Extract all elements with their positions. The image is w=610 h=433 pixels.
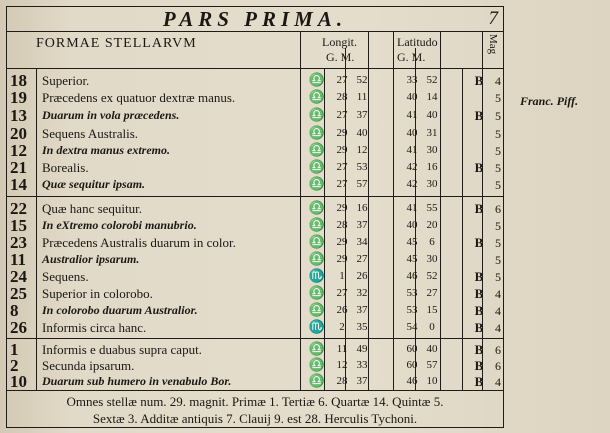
- magnitude: 5: [495, 144, 501, 158]
- zodiac-sign: ♏: [308, 319, 326, 334]
- page-number: 7: [488, 8, 498, 29]
- longitude-degrees: 26: [336, 304, 348, 316]
- longitude-minutes: 49: [356, 343, 368, 355]
- latitude-minutes: 52: [426, 74, 438, 86]
- star-number: 14: [10, 175, 27, 194]
- page-title: PARS PRIMA.: [162, 7, 348, 31]
- star-description: Quæ hanc sequitur.: [42, 201, 143, 216]
- star-description: Præcedens ex quatuor dextræ manus.: [42, 90, 236, 105]
- star-number: 21: [10, 158, 27, 177]
- magnitude: 5: [495, 219, 501, 233]
- table-row: [6, 342, 504, 358]
- latitude-minutes: 16: [426, 161, 438, 173]
- zodiac-sign: ♎: [308, 217, 326, 232]
- hemisphere-mark: B: [474, 303, 484, 318]
- longitude-minutes: 52: [356, 74, 368, 86]
- latitude-degrees: 54: [406, 321, 418, 333]
- star-description: Sequens Australis.: [42, 126, 139, 141]
- latitude-minutes: 14: [426, 91, 438, 103]
- header-formae: FORMAE STELLARVM: [36, 36, 197, 51]
- magnitude: 5: [495, 270, 501, 284]
- table-row: [6, 126, 504, 142]
- star-description: Borealis.: [42, 160, 89, 175]
- latitude-minutes: 40: [426, 109, 438, 121]
- header-rule: [6, 68, 504, 69]
- zodiac-sign: ♎: [308, 176, 326, 191]
- zodiac-sign: ♎: [308, 125, 326, 140]
- longitude-minutes: 53: [356, 161, 368, 173]
- zodiac-sign: ♎: [308, 302, 326, 317]
- latitude-degrees: 41: [406, 109, 418, 121]
- longitude-degrees: 29: [336, 127, 348, 139]
- zodiac-sign: ♎: [308, 285, 326, 300]
- star-description: Secunda ipsarum.: [42, 358, 135, 373]
- table-row: [6, 269, 504, 285]
- star-description: Sequens.: [42, 269, 89, 284]
- star-number: 10: [10, 372, 27, 391]
- latitude-degrees: 45: [406, 253, 418, 265]
- longitude-minutes: 27: [356, 253, 368, 265]
- star-number: 22: [10, 199, 27, 218]
- header-longit: Longit.: [322, 35, 357, 49]
- star-description: Duarum in vola præcedens.: [42, 108, 180, 122]
- header-latitudo-gm: G. M.: [397, 50, 426, 64]
- magnitude: 5: [495, 178, 501, 192]
- star-description: Informis circa hanc.: [42, 320, 147, 335]
- latitude-minutes: 30: [426, 178, 438, 190]
- magnitude: 4: [495, 304, 501, 318]
- zodiac-sign: ♎: [308, 251, 326, 266]
- zodiac-sign: ♎: [308, 159, 326, 174]
- longitude-degrees: 27: [336, 74, 348, 86]
- hemisphere-mark: B: [474, 286, 484, 301]
- longitude-minutes: 33: [356, 359, 368, 371]
- longitude-degrees: 27: [336, 178, 348, 190]
- star-description: In colorobo duarum Australior.: [42, 303, 198, 317]
- latitude-minutes: 27: [426, 287, 438, 299]
- zodiac-sign: ♎: [308, 357, 326, 372]
- latitude-minutes: 6: [429, 236, 435, 248]
- longitude-degrees: 28: [336, 91, 348, 103]
- longitude-minutes: 16: [356, 202, 368, 214]
- table-row: [6, 235, 504, 251]
- star-description: Præcedens Australis duarum in color.: [42, 235, 236, 250]
- hemisphere-mark: B: [474, 235, 484, 250]
- table-row: [6, 143, 504, 159]
- longitude-degrees: 1: [339, 270, 345, 282]
- magnitude: 6: [495, 359, 501, 373]
- longitude-degrees: 11: [336, 343, 348, 355]
- longitude-minutes: 57: [356, 178, 368, 190]
- longitude-degrees: 12: [336, 359, 348, 371]
- footer-rule: [6, 390, 504, 391]
- zodiac-sign: ♎: [308, 89, 326, 104]
- table-row: [6, 73, 504, 89]
- magnitude: 4: [495, 287, 501, 301]
- latitude-degrees: 40: [406, 219, 418, 231]
- table-row: [6, 177, 504, 193]
- table-row: [6, 218, 504, 234]
- longitude-degrees: 29: [336, 202, 348, 214]
- star-description: In dextra manus extremo.: [42, 143, 171, 157]
- longitude-minutes: 37: [356, 109, 368, 121]
- hemisphere-mark: B: [474, 320, 484, 335]
- star-number: 11: [10, 250, 27, 269]
- hemisphere-mark: B: [474, 358, 484, 373]
- latitude-minutes: 0: [429, 321, 435, 333]
- star-number: 8: [10, 301, 19, 320]
- latitude-degrees: 40: [406, 127, 418, 139]
- latitude-degrees: 42: [406, 161, 418, 173]
- magnitude: 4: [495, 375, 501, 389]
- longitude-degrees: 29: [336, 144, 348, 156]
- latitude-minutes: 15: [426, 304, 438, 316]
- table-row: [6, 201, 504, 217]
- magnitude: 6: [495, 202, 501, 216]
- zodiac-sign: ♎: [308, 373, 326, 388]
- zodiac-sign: ♎: [308, 200, 326, 215]
- longitude-minutes: 35: [356, 321, 368, 333]
- magnitude: 4: [495, 74, 501, 88]
- longitude-degrees: 2: [339, 321, 345, 333]
- title-row: [6, 6, 504, 32]
- latitude-minutes: 52: [426, 270, 438, 282]
- latitude-degrees: 46: [406, 270, 418, 282]
- longitude-minutes: 11: [356, 91, 368, 103]
- star-description: In eXtremo colorobi manubrio.: [42, 218, 197, 232]
- star-number: 12: [10, 141, 27, 160]
- latitude-degrees: 53: [406, 287, 418, 299]
- latitude-degrees: 60: [406, 343, 418, 355]
- latitude-minutes: 10: [426, 375, 438, 387]
- zodiac-sign: ♎: [308, 341, 326, 356]
- longitude-degrees: 27: [336, 161, 348, 173]
- magnitude: 5: [495, 161, 501, 175]
- latitude-degrees: 45: [406, 236, 418, 248]
- star-number: 13: [10, 106, 27, 125]
- star-number: 18: [10, 71, 27, 90]
- table-row: [6, 320, 504, 336]
- star-number: 26: [10, 318, 27, 337]
- latitude-degrees: 40: [406, 91, 418, 103]
- hemisphere-mark: B: [474, 374, 484, 389]
- footer-line-2: Sextæ 3. Additæ antiquis 7. Clauij 9. est 28. Herculis Tychoni.: [92, 411, 418, 426]
- magnitude: 6: [495, 343, 501, 357]
- hemisphere-mark: B: [474, 108, 484, 123]
- longitude-minutes: 40: [356, 127, 368, 139]
- latitude-degrees: 42: [406, 178, 418, 190]
- header-longit-gm: G. M.: [326, 50, 355, 64]
- zodiac-sign: ♎: [308, 234, 326, 249]
- table-row: [6, 358, 504, 374]
- longitude-degrees: 28: [336, 375, 348, 387]
- header-mag: Mag: [487, 34, 499, 55]
- longitude-minutes: 12: [356, 144, 368, 156]
- table-row: [6, 374, 504, 390]
- longitude-minutes: 32: [356, 287, 368, 299]
- star-number: 20: [10, 124, 27, 143]
- magnitude: 5: [495, 109, 501, 123]
- star-description: Superior in colorobo.: [42, 286, 153, 301]
- star-description: Informis e duabus supra caput.: [42, 342, 202, 357]
- latitude-degrees: 53: [406, 304, 418, 316]
- longitude-degrees: 28: [336, 219, 348, 231]
- table-row: [6, 303, 504, 319]
- footer-line-1: Omnes stellæ num. 29. magnit. Primæ 1. Tertiæ 6. Quartæ 14. Quintæ 5.: [66, 394, 444, 409]
- zodiac-sign: ♎: [308, 72, 326, 87]
- latitude-minutes: 30: [426, 144, 438, 156]
- star-number: 25: [10, 284, 27, 303]
- magnitude: 5: [495, 127, 501, 141]
- table-row: [6, 252, 504, 268]
- latitude-minutes: 31: [426, 127, 438, 139]
- header-latitudo: Latitudo: [397, 35, 438, 49]
- magnitude: 5: [495, 253, 501, 267]
- hemisphere-mark: B: [474, 160, 484, 175]
- star-number: 23: [10, 233, 27, 252]
- star-number: 1: [10, 340, 19, 359]
- magnitude: 5: [495, 236, 501, 250]
- longitude-degrees: 27: [336, 287, 348, 299]
- longitude-minutes: 34: [356, 236, 368, 248]
- longitude-minutes: 26: [356, 270, 368, 282]
- table-row: [6, 108, 504, 124]
- latitude-degrees: 41: [406, 144, 418, 156]
- latitude-minutes: 55: [426, 202, 438, 214]
- star-description: Quæ sequitur ipsam.: [42, 177, 146, 191]
- latitude-degrees: 60: [406, 359, 418, 371]
- longitude-minutes: 37: [356, 219, 368, 231]
- latitude-minutes: 40: [426, 343, 438, 355]
- star-description: Australior ipsarum.: [42, 252, 140, 266]
- longitude-degrees: 29: [336, 253, 348, 265]
- hemisphere-mark: B: [474, 269, 484, 284]
- star-number: 24: [10, 267, 27, 286]
- hemisphere-mark: B: [474, 73, 484, 88]
- section-rule-1: [6, 196, 504, 197]
- zodiac-sign: ♎: [308, 142, 326, 157]
- table-row: [6, 286, 504, 302]
- table-row: [6, 90, 504, 106]
- latitude-degrees: 41: [406, 202, 418, 214]
- section-rule-2: [6, 338, 504, 339]
- star-number: 15: [10, 216, 27, 235]
- magnitude: 4: [495, 321, 501, 335]
- star-description: Duarum sub humero in venabulo Bor.: [42, 374, 232, 388]
- table-row: [6, 160, 504, 176]
- star-number: 19: [10, 88, 27, 107]
- latitude-minutes: 20: [426, 219, 438, 231]
- zodiac-sign: ♏: [308, 268, 326, 283]
- magnitude: 5: [495, 91, 501, 105]
- longitude-degrees: 27: [336, 109, 348, 121]
- longitude-minutes: 37: [356, 375, 368, 387]
- zodiac-sign: ♎: [308, 107, 326, 122]
- hemisphere-mark: B: [474, 342, 484, 357]
- latitude-degrees: 33: [406, 74, 418, 86]
- latitude-minutes: 30: [426, 253, 438, 265]
- star-description: Superior.: [42, 73, 90, 88]
- side-note: Franc. Piff.: [520, 94, 579, 108]
- hemisphere-mark: B: [474, 201, 484, 216]
- latitude-degrees: 46: [406, 375, 418, 387]
- latitude-minutes: 57: [426, 359, 438, 371]
- longitude-minutes: 37: [356, 304, 368, 316]
- longitude-degrees: 29: [336, 236, 348, 248]
- star-number: 2: [10, 356, 19, 375]
